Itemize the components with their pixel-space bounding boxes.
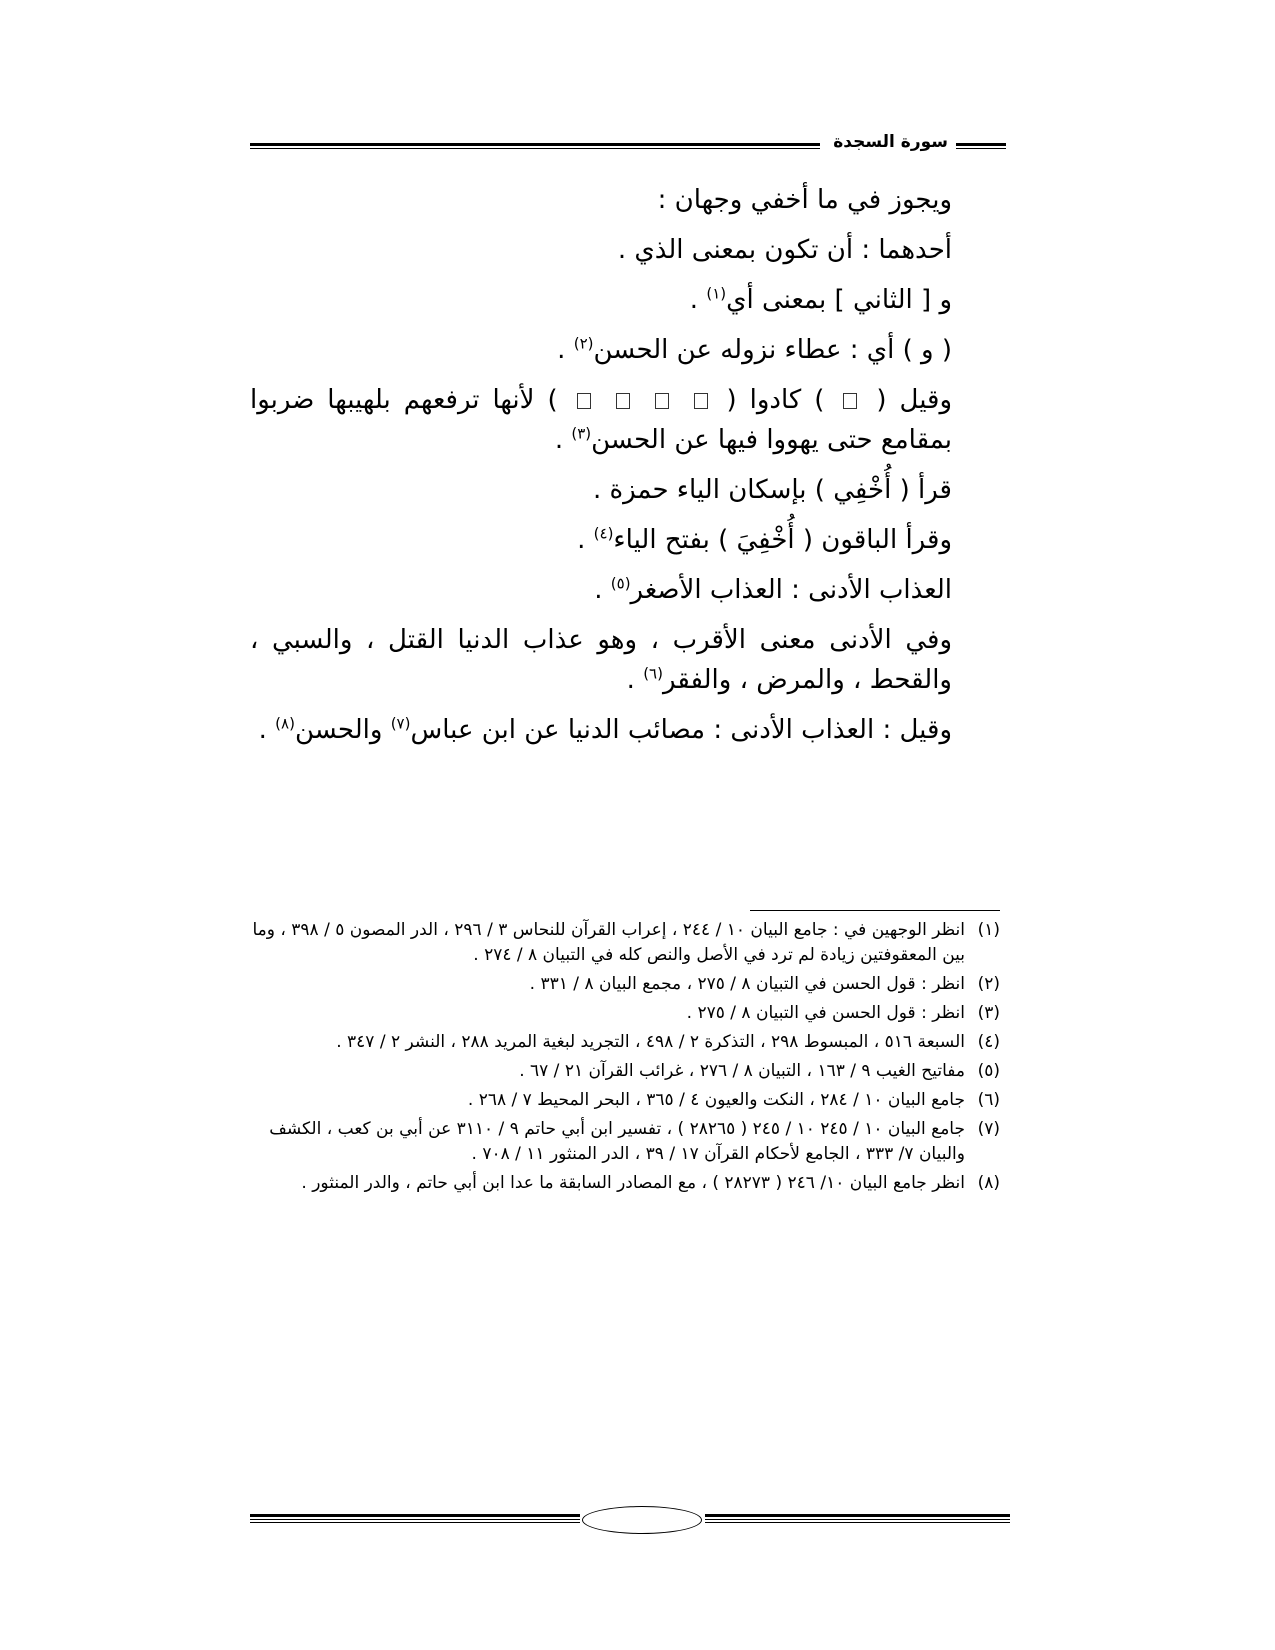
main-text	[250, 180, 1000, 760]
footnote-number: (٤)	[977, 1032, 1000, 1052]
footnote-text: جامع البيان ١٠ / ٢٤٥ ١٠ / ٢٤٥ ( ٢٨٢٦٥ ) ، تفسير ابن أبي حاتم ٩ / ٣١١٠ عن أبي بن كعب ، الكشف والبيان ٧/ ٣٣٣ ، الجامع لأحكام القرآن ١٧ / ٣٩ ، الدر المنثور ١١ / ٧٠٨ .	[269, 1119, 965, 1164]
paragraph: و [ الثاني ] بمعنى أي$^{(١)}$ .	[689, 284, 952, 315]
footer-rule-thin	[250, 1519, 580, 1520]
footnote-ref: (٢)	[573, 334, 594, 353]
paragraph: وقرأ الباقون ( أُخْفِيَ ) بفتح الياء$^{(٤)}$ .	[577, 524, 952, 555]
paragraph: ( و ) أي : عطاء نزوله عن الحسن$^{(٢)}$ .	[557, 334, 952, 365]
footnote	[250, 972, 1000, 997]
header-short-rule	[956, 143, 1006, 146]
header-short-rule-thin	[956, 148, 1006, 149]
footnote	[250, 1030, 1000, 1055]
footnote-number: (٨)	[977, 1173, 1000, 1193]
footer-rule-thin	[250, 1522, 580, 1523]
footnote-separator	[750, 910, 1000, 911]
footnote-ref: (٦)	[643, 664, 663, 683]
footnote-ref: (٨)	[275, 714, 295, 733]
paragraph: قرأ ( أُخْفِي ) بإسكان الياء حمزة .	[592, 475, 952, 505]
footnote-number: (٣)	[977, 1003, 1000, 1023]
footnote-ref: (٥)	[610, 574, 631, 593]
paragraph: ويجوز في ما أخفي وجهان :	[657, 185, 952, 215]
footnote	[250, 1117, 1000, 1167]
header-rule-thin	[250, 148, 820, 149]
footnote-text: انظر : قول الحسن في التبيان ٨ / ٢٧٥ .	[686, 1003, 965, 1023]
footnote-text: جامع البيان ١٠ / ٢٨٤ ، النكت والعيون ٤ / ٣٦٥ ، البحر المحيط ٧ / ٢٦٨ .	[467, 1090, 965, 1110]
footnote-number: (٢)	[977, 974, 1000, 994]
footnote-number: (٦)	[977, 1090, 1000, 1110]
missing-glyph-box	[655, 393, 669, 409]
footnote-ref: (٣)	[571, 424, 592, 443]
page-footer	[250, 1505, 1010, 1535]
paragraph: وفي الأدنى معنى الأقرب ، وهو عذاب الدنيا القتل ، والسبي ، والقحط ، والمرض ، والفقر$^{(٦)}$ .	[250, 625, 952, 695]
footer-rule-thin	[705, 1519, 1010, 1520]
missing-glyph-box	[577, 393, 591, 409]
page-header	[250, 130, 1010, 160]
footnote	[250, 1059, 1000, 1084]
footnote	[250, 1088, 1000, 1113]
paragraph: وقيل : العذاب الأدنى : مصائب الدنيا عن ابن عباس$^{(٧)}$ والحسن$^{(٨)}$ .	[258, 714, 952, 745]
footnote-text: انظر جامع البيان ١٠/ ٢٤٦ ( ٢٨٢٧٣ ) ، مع المصادر السابقة ما عدا ابن أبي حاتم ، والدر المنثور .	[301, 1173, 965, 1193]
paragraph: العذاب الأدنى : العذاب الأصغر$^{(٥)}$ .	[594, 574, 952, 605]
missing-glyph-box	[694, 393, 708, 409]
missing-glyph-box	[616, 393, 630, 409]
header-rule	[250, 143, 820, 146]
footer-rule-thin	[705, 1522, 1010, 1523]
footnote-text: مفاتيح الغيب ٩ / ١٦٣ ، التبيان ٨ / ٢٧٦ ، غرائب القرآن ٢١ / ٦٧ .	[519, 1061, 965, 1081]
surah-title: سورة السجدة	[833, 132, 948, 152]
footnote-ref: (٧)	[390, 714, 411, 733]
missing-glyph-box	[843, 393, 857, 409]
footnote	[250, 918, 1000, 968]
footnote-text: انظر الوجهين في : جامع البيان ١٠ / ٢٤٤ ، إعراب القرآن للنحاس ٣ / ٢٩٦ ، الدر المصون ٥ / ٣٩٨ ، وما بين المعقوفتين زيادة لم ترد في الأصل والنص كله في التبيان ٨ / ٢٧٤ .	[252, 920, 965, 965]
footnotes	[250, 918, 1000, 1200]
footnote	[250, 1171, 1000, 1196]
footnote-number: (١)	[977, 920, 1000, 940]
footer-rule	[250, 1514, 580, 1517]
footnote	[250, 1001, 1000, 1026]
footnote-ref: (٤)	[593, 524, 614, 543]
footnote-number: (٥)	[977, 1061, 1000, 1081]
footnote-text: السبعة ٥١٦ ، المبسوط ٢٩٨ ، التذكرة ٢ / ٤٩٨ ، التجريد لبغية المريد ٢٨٨ ، النشر ٢ / ٣٤٧ .	[336, 1032, 965, 1052]
page-number-oval	[582, 1506, 702, 1534]
footnote-text: انظر : قول الحسن في التبيان ٨ / ٢٧٥ ، مجمع البيان ٨ / ٣٣١ .	[529, 974, 965, 994]
paragraph: وقيل ( ) كادوا ( ) لأنها ترفعهم بلهيبها ضربوا بمقامع حتى يهووا فيها عن الحسن$^{(٣)}$ .	[250, 385, 953, 455]
footnote-ref: (١)	[706, 284, 727, 303]
footer-rule	[705, 1514, 1010, 1517]
footnote-number: (٧)	[977, 1119, 1000, 1139]
paragraph: أحدهما : أن تكون بمعنى الذي .	[617, 235, 952, 265]
